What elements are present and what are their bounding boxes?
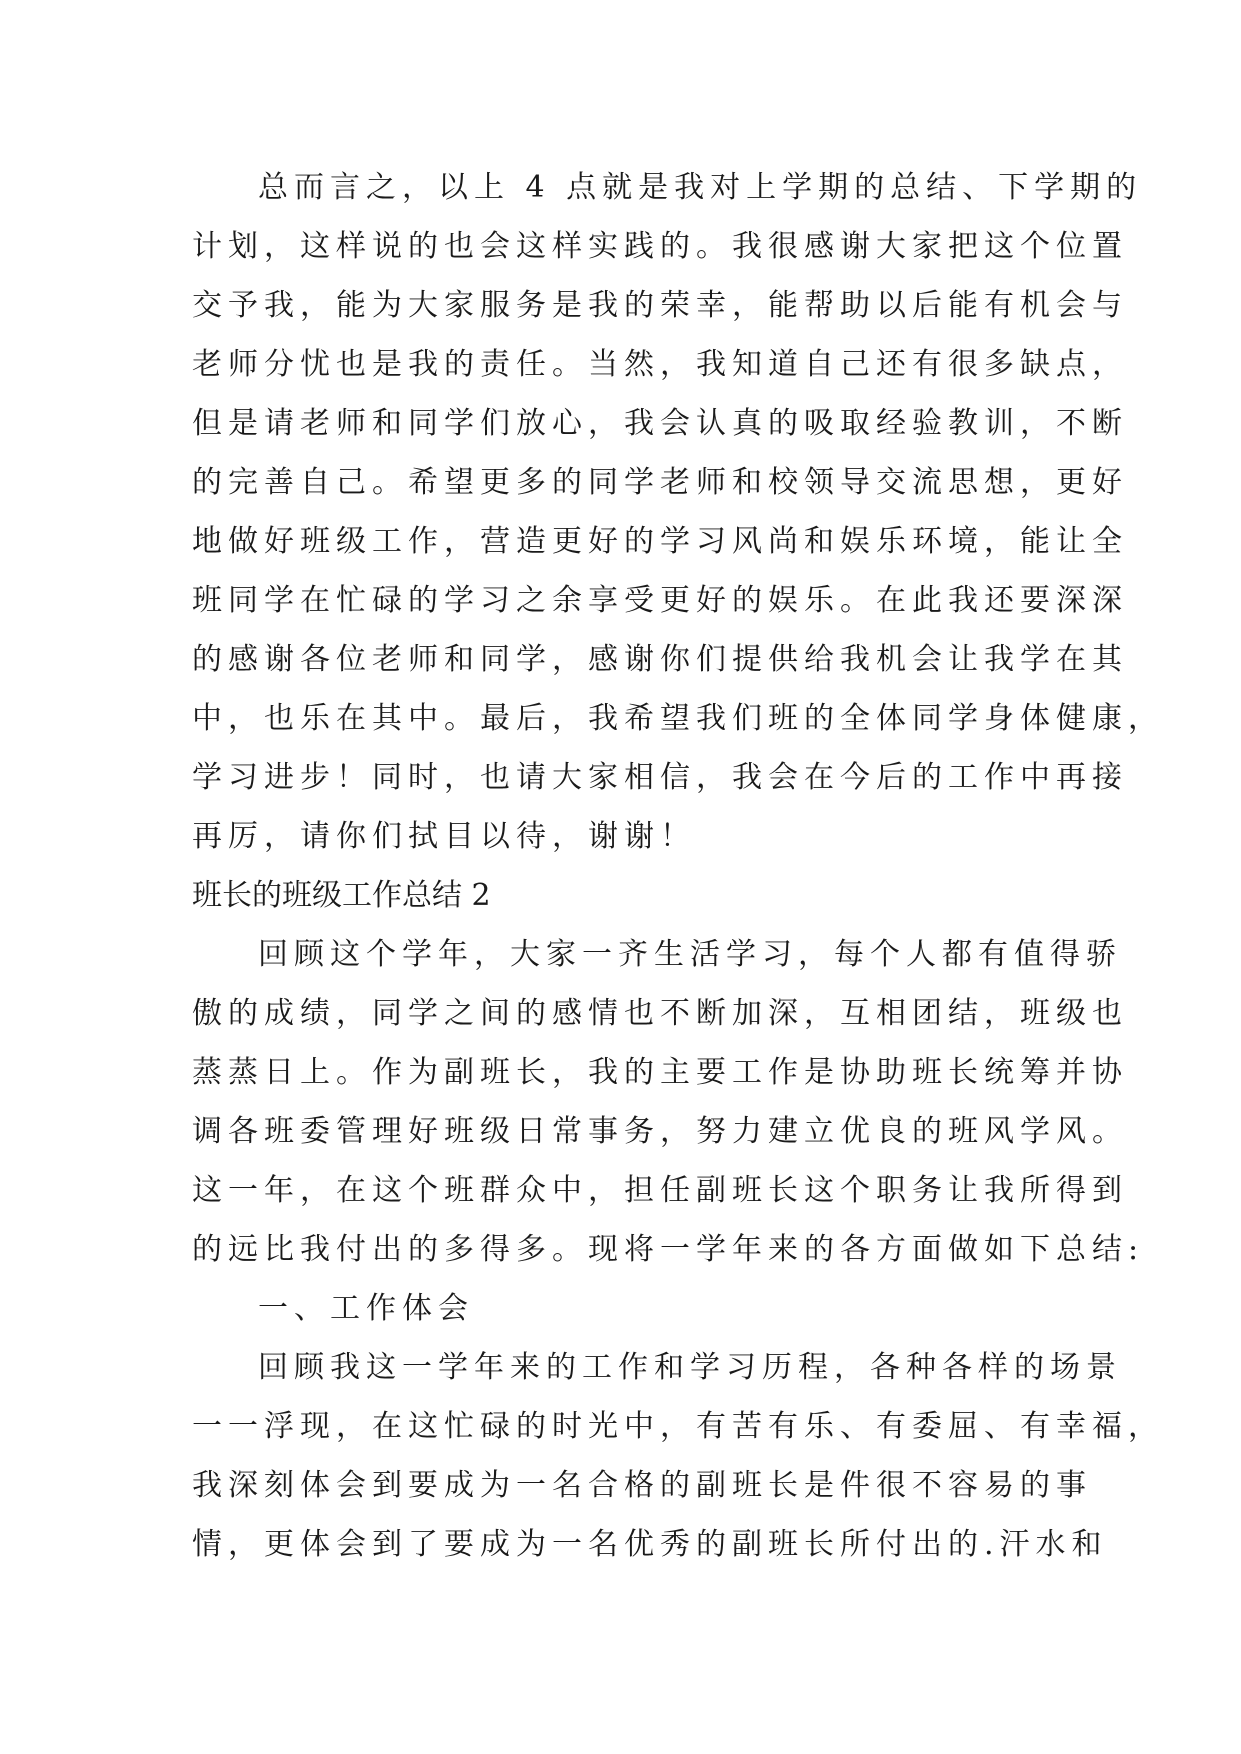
- text-line: 交予我，能为大家服务是我的荣幸，能帮助以后能有机会与: [192, 288, 1128, 323]
- subheading: 一、工作体会: [258, 1291, 474, 1326]
- text-line: 的远比我付出的多得多。现将一学年来的各方面做如下总结:: [192, 1232, 1145, 1267]
- text-line: 中，也乐在其中。最后，我希望我们班的全体同学身体健康，: [192, 701, 1164, 736]
- text-line: 傲的成绩，同学之间的感情也不断加深，互相团结，班级也: [192, 996, 1128, 1031]
- paragraph-conclusion: [192, 158, 1164, 866]
- document-body: [192, 158, 1164, 1574]
- text-line: 调各班委管理好班级日常事务，努力建立优良的班风学风。: [192, 1114, 1128, 1149]
- section-title: 班长的班级工作总结 2: [192, 878, 491, 913]
- text-line: 计划，这样说的也会这样实践的。我很感谢大家把这个位置: [192, 229, 1128, 264]
- text-line: 我深刻体会到要成为一名合格的副班长是件很不容易的事: [192, 1468, 1092, 1503]
- text-line: 蒸蒸日上。作为副班长，我的主要工作是协助班长统筹并协: [192, 1055, 1128, 1090]
- text-line: 回顾我这一学年来的工作和学习历程，各种各样的场景: [258, 1350, 1122, 1385]
- text-line: 一一浮现，在这忙碌的时光中，有苦有乐、有委屈、有幸福，: [192, 1409, 1164, 1444]
- text-line: 老师分忧也是我的责任。当然，我知道自己还有很多缺点，: [192, 347, 1128, 382]
- paragraph-experience: [192, 1338, 1164, 1574]
- text-line: 地做好班级工作，营造更好的学习风尚和娱乐环境，能让全: [192, 524, 1128, 559]
- text-line: 的完善自己。希望更多的同学老师和校领导交流思想，更好: [192, 465, 1128, 500]
- text-line: 这一年，在这个班群众中，担任副班长这个职务让我所得到: [192, 1173, 1128, 1208]
- text-line: 但是请老师和同学们放心，我会认真的吸取经验教训，不断: [192, 406, 1128, 441]
- text-line: 回顾这个学年，大家一齐生活学习，每个人都有值得骄: [258, 937, 1122, 972]
- text-line: 的感谢各位老师和同学，感谢你们提供给我机会让我学在其: [192, 642, 1128, 677]
- paragraph-review: [192, 925, 1145, 1279]
- text-line: 总而言之，以上 4 点就是我对上学期的总结、下学期的: [258, 170, 1143, 205]
- text-line: 学习进步！同时，也请大家相信，我会在今后的工作中再接: [192, 760, 1128, 795]
- text-line: 情，更体会到了要成为一名优秀的副班长所付出的.汗水和: [192, 1527, 1108, 1562]
- text-line: 班同学在忙碌的学习之余享受更好的娱乐。在此我还要深深: [192, 583, 1128, 618]
- text-line: 再厉，请你们拭目以待，谢谢！: [192, 819, 696, 854]
